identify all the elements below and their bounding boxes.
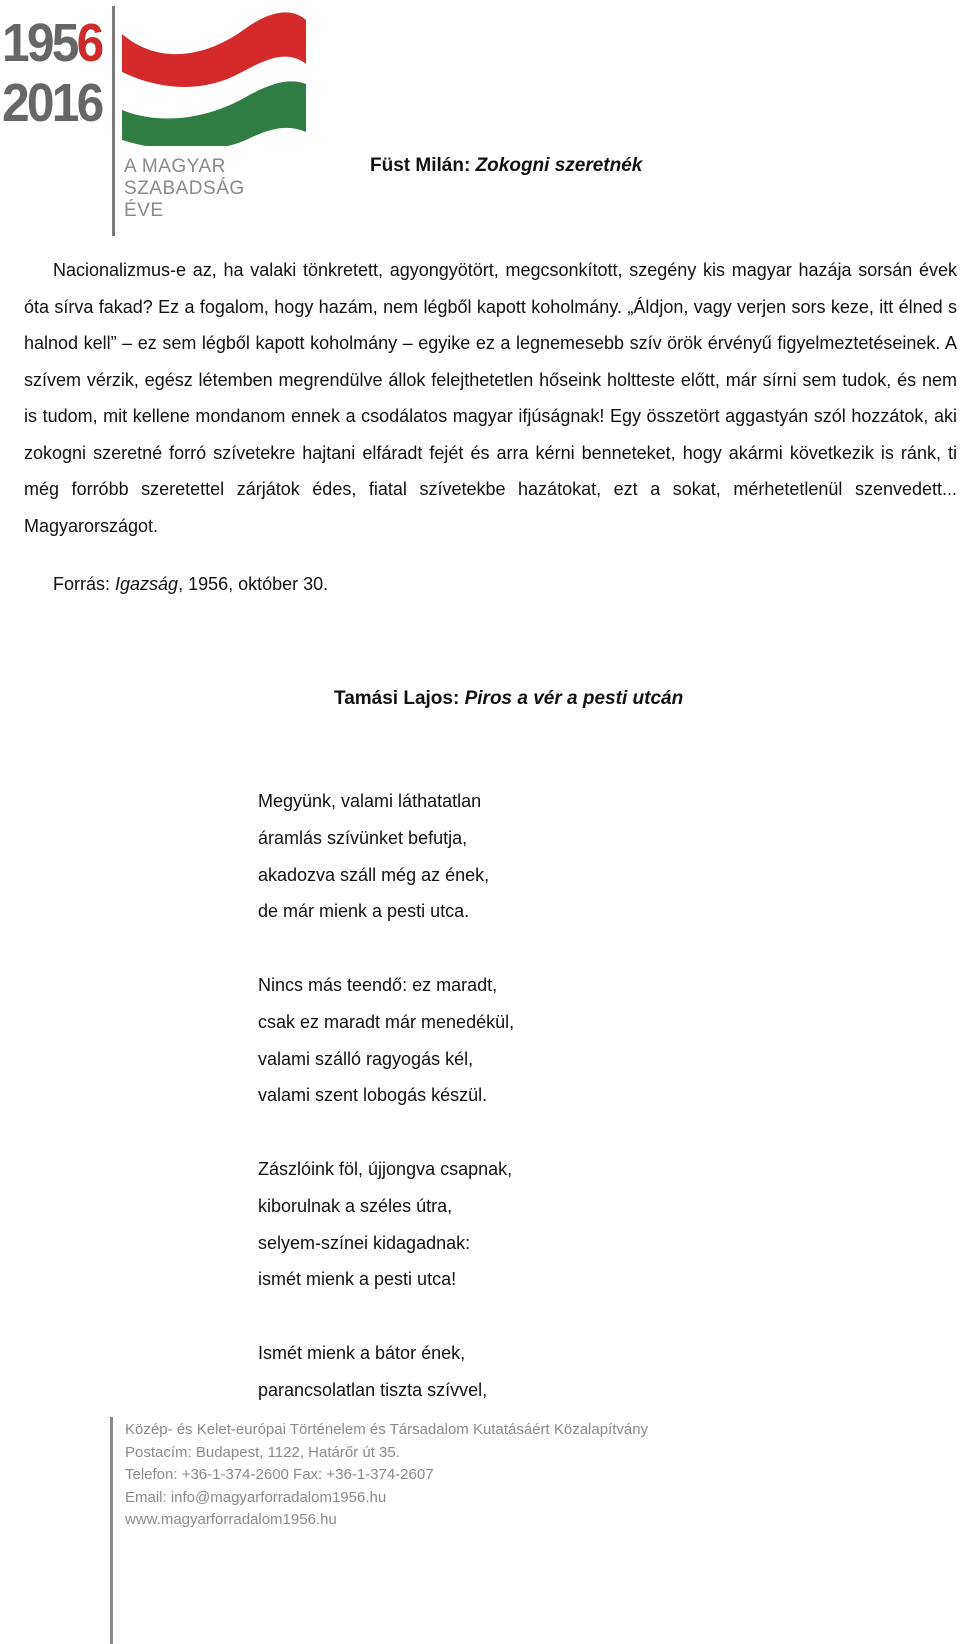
poem-stanza xyxy=(258,967,514,1114)
poem-line: csak ez maradt már menedékül, xyxy=(258,1011,515,1032)
poem xyxy=(258,783,514,1409)
poem-line: parancsolatlan tiszta szívvel, xyxy=(258,1379,488,1400)
poem-stanza xyxy=(258,783,514,930)
logo-divider xyxy=(112,6,115,236)
poem-stanza xyxy=(258,1335,514,1409)
poem-line: Megyünk, valami láthatatlan xyxy=(258,791,482,811)
article-title-text: Zokogni szeretnék xyxy=(475,155,643,176)
poem-line: Ismét mienk a bátor ének, xyxy=(258,1342,466,1363)
poem-line: selyem-színei kidagadnak: xyxy=(258,1232,471,1253)
poem-stanza xyxy=(258,1151,514,1298)
footer-postal: Postacím: Budapest, 1122, Határőr út 35. xyxy=(125,1443,400,1461)
article-body: Nacionalizmus-e az, ha valaki tönkretett, agyongyötört, megcsonkított, szegény kis magyar hazája sorsán évek óta sírva fakad? Ez a fogalom, hogy hazám, nem légből kapott koholmány. „Áldjon, vagy verjen sors keze, itt élned s halnod kell” – ez sem légből kapott koholmány – egyike ez a legnemesebb szív örök érvényű figyelmeztetéseinek. A szívem vérzik, egész létemben megrendülve állok felejthetetlen hőseink holtteste előtt, már sírni sem tudok, és nem is tudom, mit kellene mondanom ennek a csodálatos magyar ifjúságnak! Egy összetört aggastyán szól hozzátok, aki zokogni szeretné forró szívetekre hajtani elfáradt fejét és arra kérni benneteket, hogy akármi következik is ránk, ti még forróbb szeretettel zárjátok édes, fiatal szívetekbe hazátokat, ezt a sokat, mérhetetlenül szenvedett... Magyarországot. xyxy=(24,260,957,536)
poem-line: valami szent lobogás készül. xyxy=(258,1085,488,1106)
logo-caption: A MAGYAR SZABADSÁG ÉVE xyxy=(124,156,245,221)
flag-ribbon-icon xyxy=(122,6,306,146)
poem-line: Zászlóink föl, újjongva csapnak, xyxy=(258,1158,513,1179)
logo-year-2016: 2016 xyxy=(2,73,102,133)
footer-phone: Telefon: +36-1-374-2600 Fax: +36-1-374-2607 xyxy=(125,1466,434,1483)
logo xyxy=(0,0,310,240)
logo-year-1956: 1956 xyxy=(2,13,102,73)
poem-author: Tamási Lajos: xyxy=(334,688,460,709)
poem-line: de már mienk a pesti utca. xyxy=(258,901,470,922)
poem-line: ismét mienk a pesti utca! xyxy=(258,1269,457,1290)
source-title: Igazság xyxy=(115,574,179,594)
poem-line: kiborulnak a széles útra, xyxy=(258,1195,453,1216)
source-citation: Forrás: Igazság, 1956, október 30. xyxy=(53,574,329,594)
poem-title-text: Piros a vér a pesti utcán xyxy=(464,688,684,709)
footer xyxy=(125,1419,648,1532)
article-author: Füst Milán: xyxy=(370,155,471,176)
poem-line: Nincs más teendő: ez maradt, xyxy=(258,974,498,995)
footer-divider xyxy=(110,1417,113,1644)
article-title xyxy=(370,155,642,177)
poem-line: akadozva száll még az ének, xyxy=(258,864,490,885)
footer-org: Közép- és Kelet-európai Történelem és Társadalom Kutatásáért Közalapítvány xyxy=(125,1421,649,1438)
poem-line: áramlás szívünket befutja, xyxy=(258,827,468,848)
footer-website[interactable]: www.magyarforradalom1956.hu xyxy=(125,1511,337,1528)
footer-email[interactable]: Email: info@magyarforradalom1956.hu xyxy=(125,1488,387,1506)
poem-line: valami szálló ragyogás kél, xyxy=(258,1048,474,1069)
poem-title xyxy=(334,688,683,710)
